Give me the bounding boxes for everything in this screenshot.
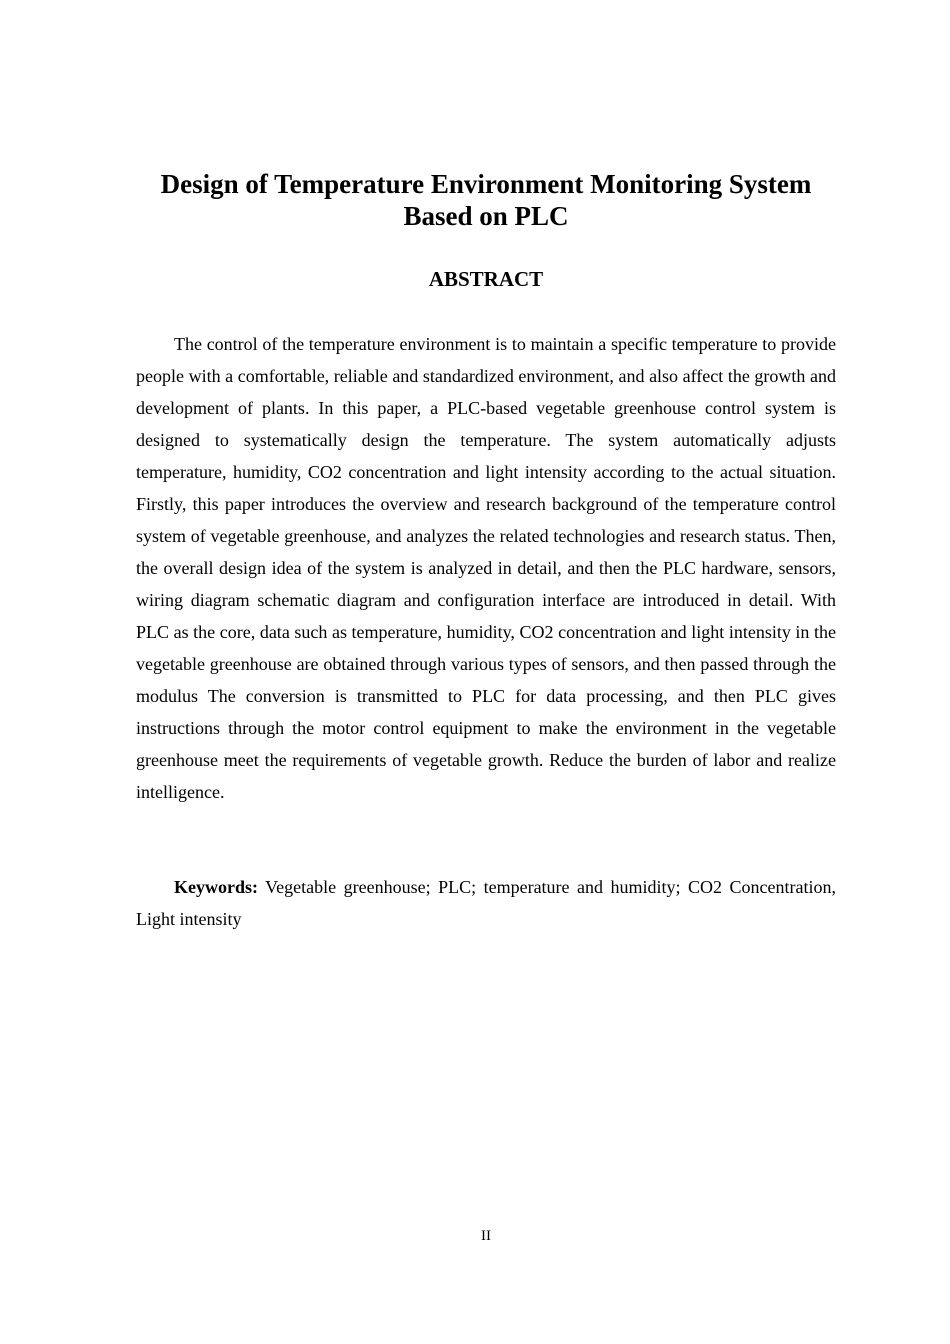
paper-title-line-2: Based on PLC: [403, 201, 569, 231]
abstract-body: The control of the temperature environment is to maintain a specific temperature to provide people with a comfortable, reliable and standardized environment, and also affect the growth and development of plants. In this paper, a PLC-based vegetable greenhouse control system is designed to systematically design the temperature. The system automatically adjusts temperature, humidity, CO2 concentration and light intensity according to the actual situation. Firstly, this paper introduces the overview and research background of the temperature control system of vegetable greenhouse, and analyzes the related technologies and research status. Then, the overall design idea of the system is analyzed in detail, and then the PLC hardware, sensors, wiring diagram schematic diagram and configuration interface are introduced in detail. With PLC as the core, data such as temperature, humidity, CO2 concentration and light intensity in the vegetable greenhouse are obtained through various types of sensors, and then passed through the modulus The conversion is transmitted to PLC for data processing, and then PLC gives instructions through the motor control equipment to make the environment in the vegetable greenhouse meet the requirements of vegetable growth. Reduce the burden of labor and realize intelligence.: [136, 334, 836, 802]
keywords-text: Vegetable greenhouse; PLC; temperature and humidity; CO2 Concentration, Light intensity: [136, 877, 836, 929]
page-number: II: [481, 1228, 491, 1244]
paper-title-line-1: Design of Temperature Environment Monitoring System: [160, 169, 812, 199]
keywords-paragraph: [136, 871, 836, 935]
paper-title: [100, 168, 872, 232]
abstract-heading: ABSTRACT: [428, 267, 544, 291]
keywords-label: Keywords:: [174, 877, 258, 897]
